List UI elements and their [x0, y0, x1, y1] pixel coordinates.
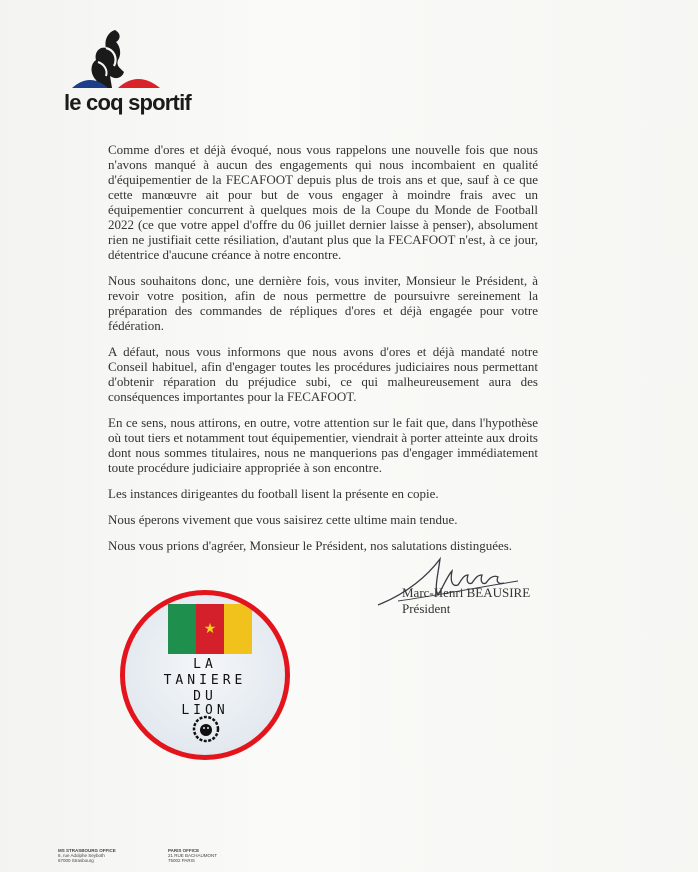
office-title: MS STRASBOURG OFFICE [58, 848, 116, 853]
handwritten-signature [368, 545, 538, 615]
footer-office-strasbourg [58, 848, 116, 863]
signatory-title: Président [402, 601, 451, 616]
office-address: 8, rue Adolphe Seyboth [58, 853, 105, 858]
stamp-text: DU [193, 689, 217, 704]
brand-wordmark: le coq sportif [64, 90, 191, 115]
paragraph: A défaut, nous vous informons que nous avons d'ores et déjà mandaté notre Conseil habituel, afin d'engager toutes les procédures judiciaires nous permettant d'obtenir réparation du préjudice subi, ce qui malheureusement aura des conséquences importantes pour la FECAFOOT. [108, 344, 538, 404]
cameroon-flag-icon [168, 604, 252, 654]
office-address: 21 RUE BACHAUMONT [168, 853, 218, 858]
office-city: 75002 PARIS [168, 858, 195, 863]
star-icon: ★ [203, 621, 217, 637]
paragraph: En ce sens, nous attirons, en outre, votre attention sur le fait que, dans l'hypothèse où tout tiers et notamment tout équipementier, viendrait à porter atteinte aux droits dont nous sommes titulaires, nous ne manquerions pas d'engager immédiatement toute procédure judiciaire appropriée à son encontre. [108, 415, 538, 475]
signatory-name: Marc-Henri BEAUSIRE [402, 585, 531, 600]
lion-den-watermark [120, 590, 290, 760]
paragraph: Nous éperons vivement que vous saisirez cette ultime main tendue. [108, 512, 458, 527]
lion-head-icon [189, 715, 223, 743]
office-title: PARIS OFFICE [168, 848, 200, 853]
stamp-text: LA [193, 657, 217, 672]
stamp-text: TANIERE [163, 673, 247, 688]
stamp-text: LION [181, 703, 229, 718]
paragraph: Nous souhaitons donc, une dernière fois, vous inviter, Monsieur le Président, à revoir votre position, afin de nous permettre de poursuivre sereinement la préparation des commandes de répliques d'ores et déjà engagée pour votre fédération. [108, 273, 538, 333]
office-city: 67000 Strasbourg [58, 858, 94, 863]
paragraph: Nous vous prions d'agréer, Monsieur le Président, nos salutations distinguées. [108, 538, 513, 553]
footer-office-paris [168, 848, 217, 863]
paragraph: Comme d'ores et déjà évoqué, nous vous rappelons une nouvelle fois que nous n'avons manqué à aucun des engagements qui nous incombaient en qualité d'équipementier de la FECAFOOT depuis plus de trois ans et que, sauf à ce que cette manœuvre ait pour but de vous engager à moindre frais avec un équipementier concurrent à quelques mois de la Coupe du Monde de Football 2022 (ce que votre appel d'offre du 06 juillet dernier laisse à penser), absolument rien ne justifiait cette résiliation, d'autant plus que la FECAFOOT n'est, à ce jour, détentrice d'aucune créance à notre encontre. [108, 142, 538, 262]
letter-body [108, 142, 538, 564]
paragraph: Les instances dirigeantes du football lisent la présente en copie. [108, 486, 439, 501]
